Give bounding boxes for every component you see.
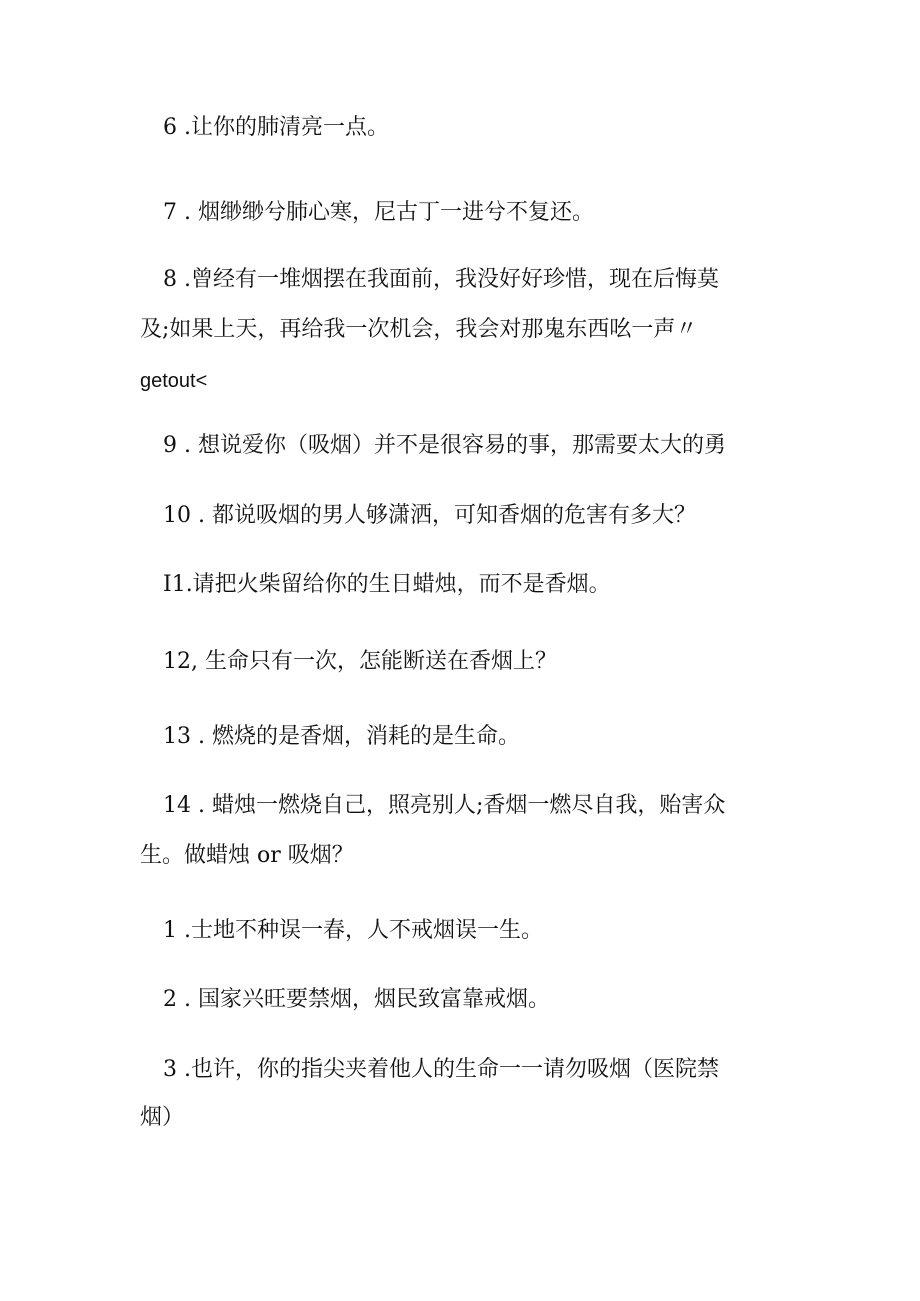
slogan-13: 13 . 燃烧的是香烟，消耗的是生命。 — [163, 724, 520, 749]
slogan-10: 10 . 都说吸烟的男人够潇洒，可知香烟的危害有多大？ — [163, 503, 696, 528]
slogan-11: I1.请把火柴留给你的生日蜡烛，而不是香烟。 — [163, 572, 611, 597]
slogan-b2: 2 . 国家兴旺要禁烟，烟民致富靠戒烟。 — [163, 987, 550, 1012]
slogan-12: 12, 生命只有一次，怎能断送在香烟上？ — [163, 649, 557, 674]
slogan-9: 9 . 想说爱你（吸烟）并不是很容易的事，那需要太大的勇 — [163, 433, 726, 458]
slogan-b3-line-1: 3 .也许，你的指尖夹着他人的生命一一请勿吸烟（医院禁 — [163, 1057, 719, 1082]
slogan-8-line-3: getout< — [140, 370, 208, 392]
slogan-b3-line-2: 烟） — [140, 1105, 185, 1130]
slogan-7: 7 . 烟缈缈兮肺心寒，尼古丁一进兮不复还。 — [163, 200, 594, 225]
slogan-8-line-1: 8 .曾经有一堆烟摆在我面前，我没好好珍惜，现在后悔莫 — [163, 267, 719, 292]
slogan-14-line-2: 生。做蜡烛 or 吸烟？ — [140, 843, 354, 868]
slogan-6: 6 .让你的肺清亮一点。 — [163, 115, 389, 140]
slogan-14-line-1: 14 . 蜡烛一燃烧自己，照亮别人;香烟一燃尽自我，贻害众 — [163, 793, 726, 818]
slogan-8-line-2: 及;如果上天，再给我一次机会，我会对那鬼东西吆一声〃 — [140, 317, 698, 342]
slogan-b1: 1 .士地不种误一春，人不戒烟误一生。 — [163, 918, 543, 943]
